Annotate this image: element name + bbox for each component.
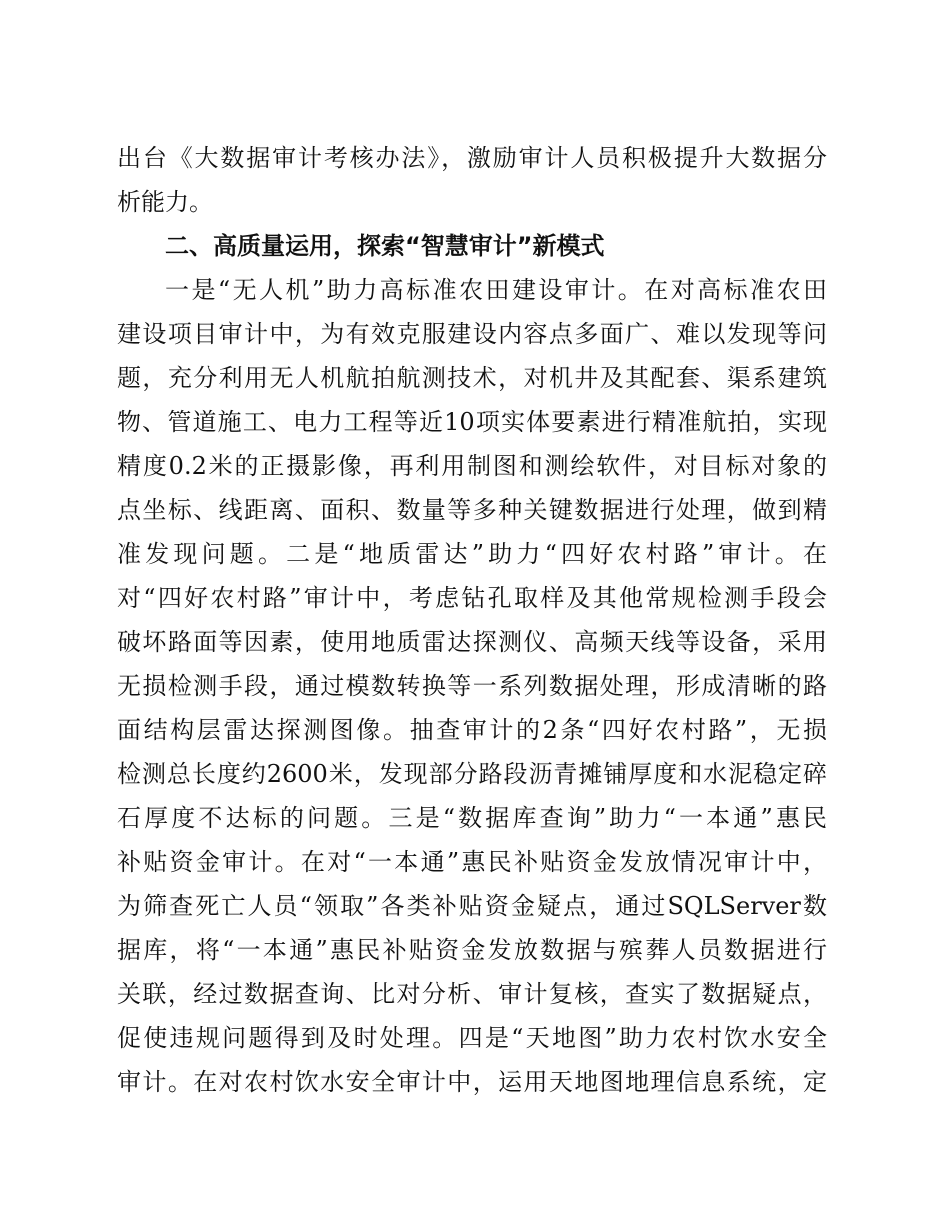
body-line: 据库，将“一本通”惠民补贴资金发放数据与殡葬人员数据进行: [117, 936, 827, 964]
body-line: 点坐标、线距离、面积、数量等多种关键数据进行处理，做到精: [117, 496, 827, 524]
body-line: 精度0.2米的正摄影像，再利用制图和测绘软件，对目标对象的: [117, 452, 827, 480]
section-heading: 二、高质量运用，探索“智慧审计”新模式: [165, 232, 605, 260]
body-line: 破坏路面等因素，使用地质雷达探测仪、高频天线等设备，采用: [117, 628, 827, 656]
body-line: 无损检测手段，通过模数转换等一系列数据处理，形成清晰的路: [117, 672, 827, 700]
body-line: 一是“无人机”助力高标准农田建设审计。在对高标准农田: [165, 276, 827, 304]
body-line: 建设项目审计中，为有效克服建设内容点多面广、难以发现等问: [117, 320, 827, 348]
body-line: 为筛查死亡人员“领取”各类补贴资金疑点，通过SQLServer数: [117, 892, 827, 920]
body-line: 物、管道施工、电力工程等近10项实体要素进行精准航拍，实现: [117, 408, 827, 436]
body-line: 检测总长度约2600米，发现部分路段沥青摊铺厚度和水泥稳定碎: [117, 760, 827, 788]
body-line: 准发现问题。二是“地质雷达”助力“四好农村路”审计。在: [117, 540, 827, 568]
intro-line-1: 出台《大数据审计考核办法》，激励审计人员积极提升大数据分: [117, 144, 827, 172]
body-line: 促使违规问题得到及时处理。四是“天地图”助力农村饮水安全: [117, 1024, 827, 1052]
body-line: 关联，经过数据查询、比对分析、审计复核，查实了数据疑点，: [117, 980, 827, 1008]
body-line: 审计。在对农村饮水安全审计中，运用天地图地理信息系统，定: [117, 1068, 827, 1096]
body-line: 对“四好农村路”审计中，考虑钻孔取样及其他常规检测手段会: [117, 584, 827, 612]
body-line: 题，充分利用无人机航拍航测技术，对机井及其配套、渠系建筑: [117, 364, 827, 392]
body-line: 补贴资金审计。在对“一本通”惠民补贴资金发放情况审计中，: [117, 848, 827, 876]
body-line: 石厚度不达标的问题。三是“数据库查询”助力“一本通”惠民: [117, 804, 827, 832]
intro-line-2: 析能力。: [117, 188, 213, 216]
body-line: 面结构层雷达探测图像。抽查审计的2条“四好农村路”，无损: [117, 716, 827, 744]
